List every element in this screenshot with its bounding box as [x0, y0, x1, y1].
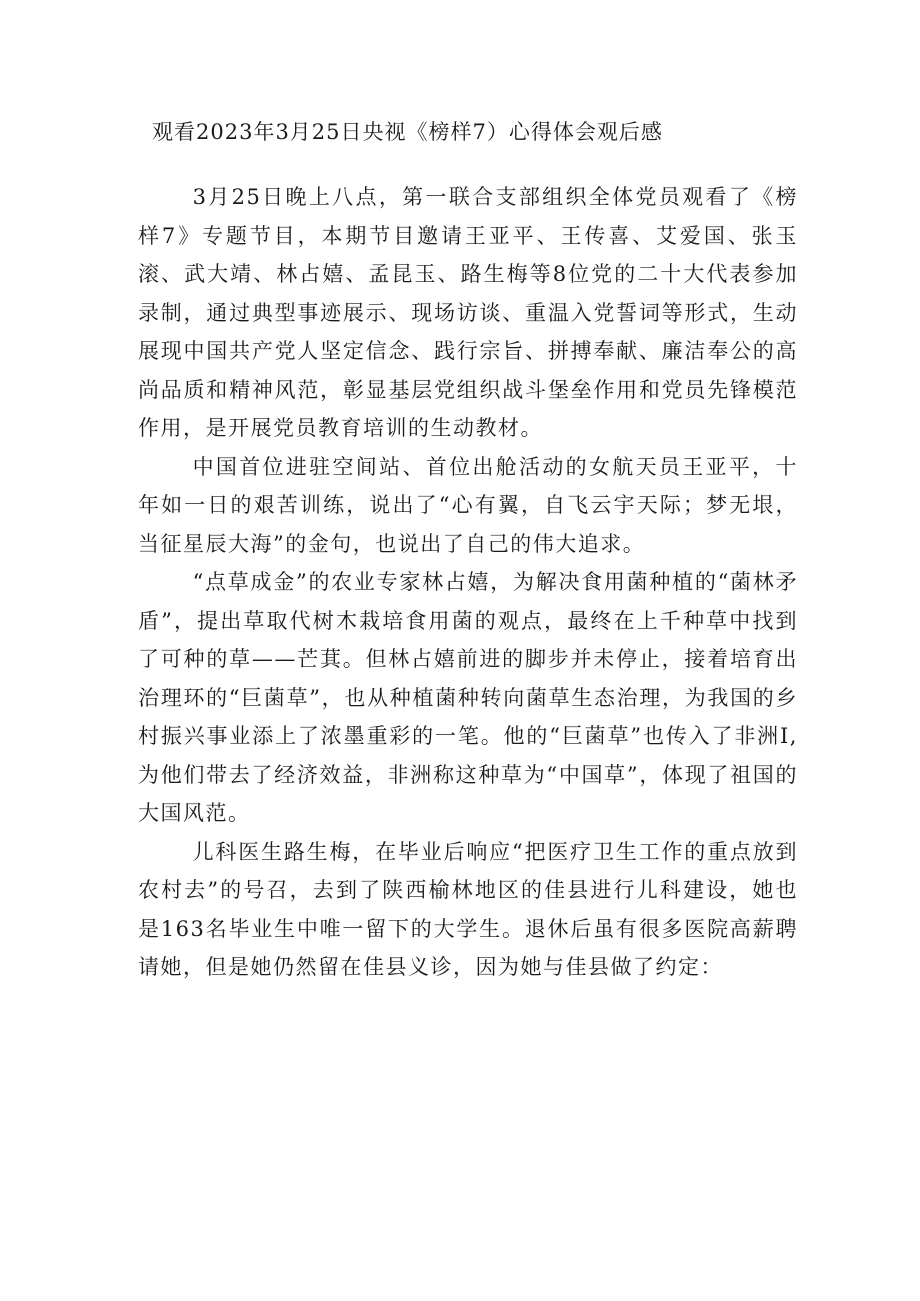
paragraph-lu-shengmei: 儿科医生路生梅，在毕业后响应“把医疗卫生工作的重点放到农村去”的号召，去到了陕西榆林地区的佳县进行儿科建设，她也是163名毕业生中唯一留下的大学生。退休后虽有很多医院高薪聘请她，但是她仍然留在佳县义诊，因为她与佳县做了约定： [138, 839, 798, 979]
paragraph-intro: 3月25日晚上八点，第一联合支部组织全体党员观看了《榜样7》专题节目，本期节目邀请王亚平、王传喜、艾爱国、张玉滚、武大靖、林占嬉、孟昆玉、路生梅等8位党的二十大代表参加录制，通过典型事迹展示、现场访谈、重温入党誓词等形式，生动展现中国共产党人坚定信念、践行宗旨、拼搏奉献、廉洁奉公的高尚品质和精神风范，彰显基层党组织战斗堡垒作用和党员先锋模范作用，是开展党员教育培训的生动教材。 [138, 185, 798, 440]
document-body [138, 178, 798, 987]
paragraph-wang-yaping: 中国首位进驻空间站、首位出舱活动的女航天员王亚平，十年如一日的艰苦训练，说出了“心有翼，自飞云宇天际；梦无垠，当征星辰大海”的金句，也说出了自己的伟大追求。 [138, 454, 798, 556]
document-title: 观看2023年3月25日央视《榜样7）心得体会观后感 [152, 120, 663, 144]
paragraph-lin-zhanxi: “点草成金”的农业专家林占嬉，为解决食用菌种植的“菌林矛盾”，提出草取代树木栽培食用菌的观点，最终在上千种草中找到了可种的草——芒萁。但林占嬉前进的脚步并未停止，接着培育出治理环的“巨菌草”，也从种植菌种转向菌草生态治理，为我国的乡村振兴事业添上了浓墨重彩的一笔。他的“巨菌草”也传入了非洲I,为他们带去了经济效益，非洲称这种草为“中国草”，体现了祖国的大国风范。 [138, 570, 798, 825]
